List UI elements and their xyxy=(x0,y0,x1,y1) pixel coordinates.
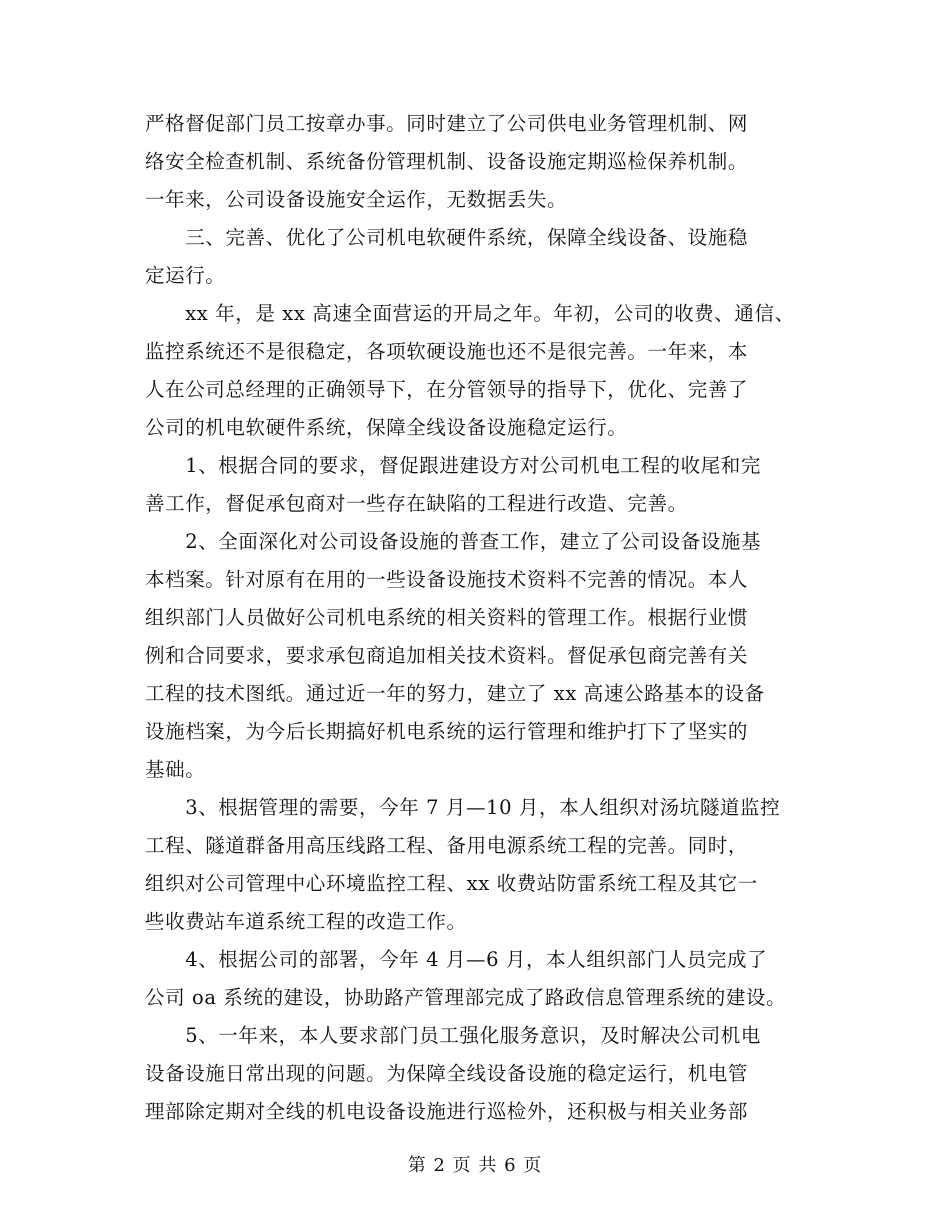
text-line: 1、根据合同的要求，督促跟进建设方对公司机电工程的收尾和完 xyxy=(145,454,762,477)
text-line: 一年来，公司设备设施安全运作，无数据丢失。 xyxy=(145,188,568,211)
text-line: 例和合同要求，要求承包商追加相关技术资料。督促承包商完善有关 xyxy=(145,644,749,667)
text-line: 组织对公司管理中心环境监控工程、xx 收费站防雷系统工程及其它一 xyxy=(145,872,758,895)
text-line: xx 年，是 xx 高速全面营运的开局之年。年初，公司的收费、通信、 xyxy=(145,302,795,325)
text-line: 络安全检查机制、系统备份管理机制、设备设施定期巡检保养机制。 xyxy=(145,150,749,173)
text-line: 些收费站车道系统工程的改造工作。 xyxy=(145,910,467,933)
text-line: 监控系统还不是很稳定，各项软硬设施也还不是很完善。一年来，本 xyxy=(145,340,749,363)
text-line: 三、完善、优化了公司机电软硬件系统，保障全线设备、设施稳 xyxy=(145,226,749,249)
text-line: 公司的机电软硬件系统，保障全线设备设施稳定运行。 xyxy=(145,416,628,439)
text-line: 人在公司总经理的正确领导下，在分管领导的指导下，优化、完善了 xyxy=(145,378,749,401)
text-line: 3、根据管理的需要，今年 7 月—10 月，本人组织对汤坑隧道监控 xyxy=(145,796,781,819)
text-line: 善工作，督促承包商对一些存在缺陷的工程进行改造、完善。 xyxy=(145,492,688,515)
text-line: 组织部门人员做好公司机电系统的相关资料的管理工作。根据行业惯 xyxy=(145,606,749,629)
text-line: 5、一年来，本人要求部门员工强化服务意识，及时解决公司机电 xyxy=(145,1024,762,1047)
text-line: 工程的技术图纸。通过近一年的努力，建立了 xx 高速公路基本的设备 xyxy=(145,682,765,705)
text-line: 4、根据公司的部署，今年 4 月—6 月，本人组织部门人员完成了 xyxy=(145,948,768,971)
page-number-footer: 第 2 页 共 6 页 xyxy=(407,1155,543,1176)
text-line: 公司 oa 系统的建设，协助路产管理部完成了路政信息管理系统的建设。 xyxy=(145,986,787,1009)
text-line: 本档案。针对原有在用的一些设备设施技术资料不完善的情况。本人 xyxy=(145,568,749,591)
text-line: 定运行。 xyxy=(145,264,226,287)
text-line: 设施档案，为今后长期搞好机电系统的运行管理和维护打下了坚实的 xyxy=(145,720,749,743)
text-line: 严格督促部门员工按章办事。同时建立了公司供电业务管理机制、网 xyxy=(145,112,749,135)
text-line: 工程、隧道群备用高压线路工程、备用电源系统工程的完善。同时， xyxy=(145,834,749,857)
text-line: 基础。 xyxy=(145,758,206,781)
text-line: 理部除定期对全线的机电设备设施进行巡检外，还积极与相关业务部 xyxy=(145,1100,749,1123)
text-line: 设备设施日常出现的问题。为保障全线设备设施的稳定运行，机电管 xyxy=(145,1062,749,1085)
text-line: 2、全面深化对公司设备设施的普查工作，建立了公司设备设施基 xyxy=(145,530,762,553)
